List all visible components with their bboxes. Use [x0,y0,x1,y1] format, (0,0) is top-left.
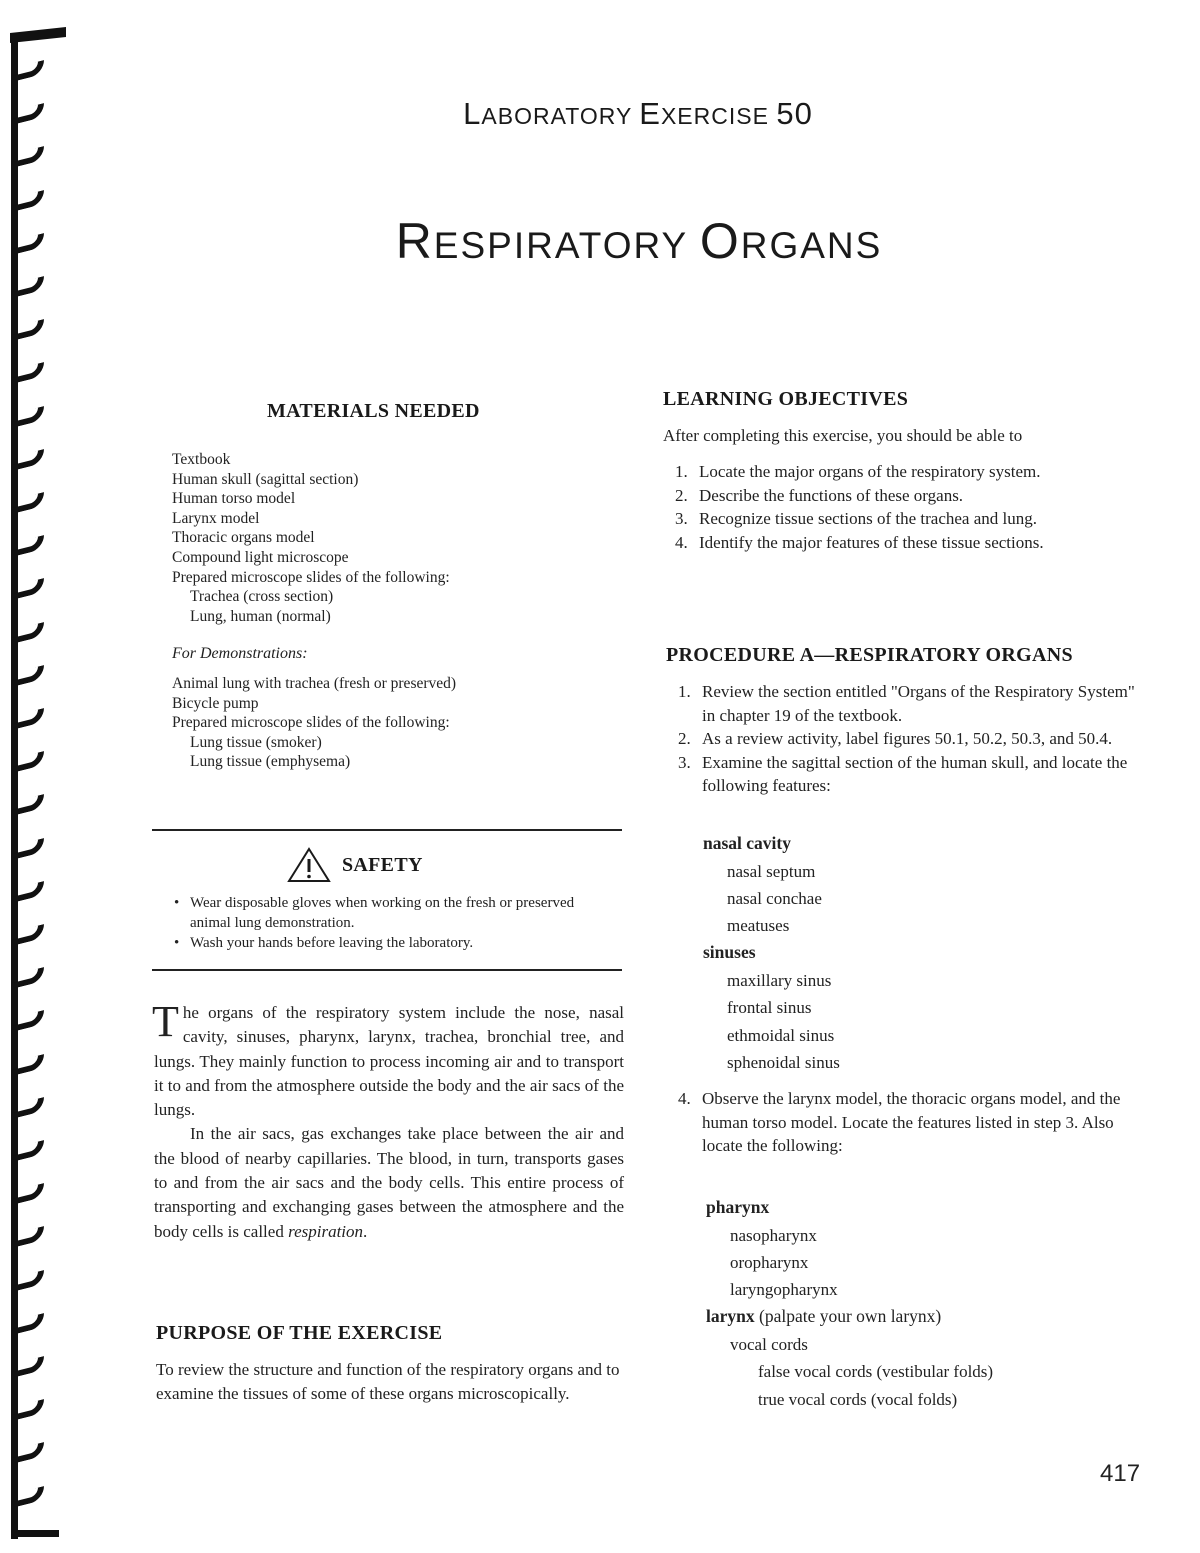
material-item: Compound light microscope [172,548,349,566]
material-item: Larynx model [172,509,260,527]
feature-item: sphenoidal sinus [727,1052,840,1072]
objective-item: 2. Describe the functions of these organs. [675,485,964,505]
feature-group: pharynx [706,1197,770,1217]
binding-corner [10,27,66,43]
procedure-step: 4. Observe the larynx model, the thoracic organs model, and the human torso model. Locate the features listed in step 3. Also locate the following: [678,1089,1121,1155]
procedure-step: 1. Review the section entitled "Organs of the Respiratory System" in chapter 19 of the textbook. [678,682,1135,725]
feature-item: vocal cords [730,1335,808,1355]
procedure-step: 3. Examine the sagittal section of the human skull, and locate the following features: [678,752,1128,795]
feature-subitem: false vocal cords (vestibular folds) [758,1362,994,1382]
feature-item: meatuses [727,916,790,936]
objectives-list [663,460,1133,554]
demo-subitem: Lung tissue (emphysema) [190,753,351,771]
demo-item: Prepared microscope slides of the following: [172,714,450,732]
material-subitem: Trachea (cross section) [190,588,334,606]
objectives-intro: After completing this exercise, you should be able to [663,426,1023,445]
warning-icon [286,846,332,884]
feature-item: nasal septum [727,861,816,881]
materials-list [172,450,592,626]
feature-group: nasal cavity [703,833,791,853]
feature-group: sinuses [703,942,756,963]
intro-paragraph-1: he organs of the respiratory system include the nose, nasal cavity, sinuses, pharynx, larynx, trachea, bronchial tree, and lungs. They mainly function to process incoming air and to transport it to and from the atmosphere outside the body and the air sacs of the lungs. [154,1003,624,1120]
material-subitem: Lung, human (normal) [190,607,331,625]
procedure-heading: PROCEDURE A—RESPIRATORY ORGANS [666,644,1073,666]
page-title: RESPIRATORY ORGANS [395,213,883,269]
feature-item: laryngopharynx [730,1280,838,1300]
safety-item: • Wash your hands before leaving the laboratory. [172,933,612,953]
material-item: Thoracic organs model [172,529,315,547]
demonstrations-label: For Demonstrations: [172,645,308,662]
feature-item: nasal conchae [727,888,822,908]
procedure-steps [666,680,1136,798]
materials-heading: MATERIALS NEEDED [267,400,480,422]
purpose-text: To review the structure and function of the respiratory organs and to examine the tissues of some of these organs microscopically. [156,1360,620,1403]
purpose-heading: PURPOSE OF THE EXERCISE [156,1322,443,1344]
feature-list-step4 [706,1194,993,1413]
demo-item: Animal lung with trachea (fresh or preserved) [172,675,457,692]
material-item: Prepared microscope slides of the following: [172,568,450,586]
objective-item: 1. Locate the major organs of the respiratory system. [675,462,1041,481]
intro-paragraph-2: In the air sacs, gas exchanges take place between the air and the blood of nearby capillaries. The blood, in turn, transports gases to and from the air sacs and the body cells. This entire process of transporting and exchanging gases between the atmosphere and the body cells is called [154,1124,624,1241]
objective-item: 4. Identify the major features of these tissue sections. [675,532,1044,552]
drop-cap: T [152,997,179,1046]
material-item: Human torso model [172,490,296,508]
demo-item: Bicycle pump [172,694,259,712]
safety-item: • Wear disposable gloves when working on the fresh or preserved animal lung demonstration. [172,893,612,933]
feature-list-step3 [703,830,840,1076]
feature-group: larynx (palpate your own larynx) [706,1306,942,1327]
feature-item: ethmoidal sinus [727,1025,835,1045]
procedure-step-4 [666,1087,1136,1158]
procedure-step: 2. As a review activity, label figures 50.1, 50.2, 50.3, and 50.4. [678,729,1113,748]
safety-header [286,846,423,884]
safety-top-rule [152,829,622,831]
material-item: Textbook [172,451,231,468]
respiration-term: respiration [288,1221,364,1241]
objectives-heading: LEARNING OBJECTIVES [663,388,909,410]
material-item: Human skull (sagittal section) [172,470,359,488]
feature-subitem: true vocal cords (vocal folds) [758,1389,958,1409]
safety-heading: SAFETY [342,853,423,876]
intro-text: The organs of the respiratory system include the nose, nasal cavity, sinuses, pharynx, larynx, trachea, bronchial tree, and lungs. They mainly function to process incoming air and to transport it to and from the atmosphere outside the body and the air sacs of the lungs. In the air sacs, gas exchanges take place between the air and the blood of nearby capillaries. The blood, in turn, transports gases to and from the air sacs and the body cells. This entire process of transporting and exchanging gases between the atmosphere and the body cells is called respiration. [152,997,624,1241]
objective-item: 3. Recognize tissue sections of the trachea and lung. [675,509,1037,528]
binding-foot [11,1530,59,1537]
safety-list [172,893,612,953]
feature-item: oropharynx [730,1252,809,1272]
feature-item: nasopharynx [730,1225,817,1245]
feature-item: maxillary sinus [727,971,832,991]
demonstrations-list [172,674,592,772]
safety-bottom-rule [152,969,622,971]
page-number: 417 [1100,1460,1141,1487]
feature-item: frontal sinus [727,998,812,1018]
lab-exercise-title: LABORATORY EXERCISE 50 [463,96,813,131]
demo-subitem: Lung tissue (smoker) [190,733,322,751]
